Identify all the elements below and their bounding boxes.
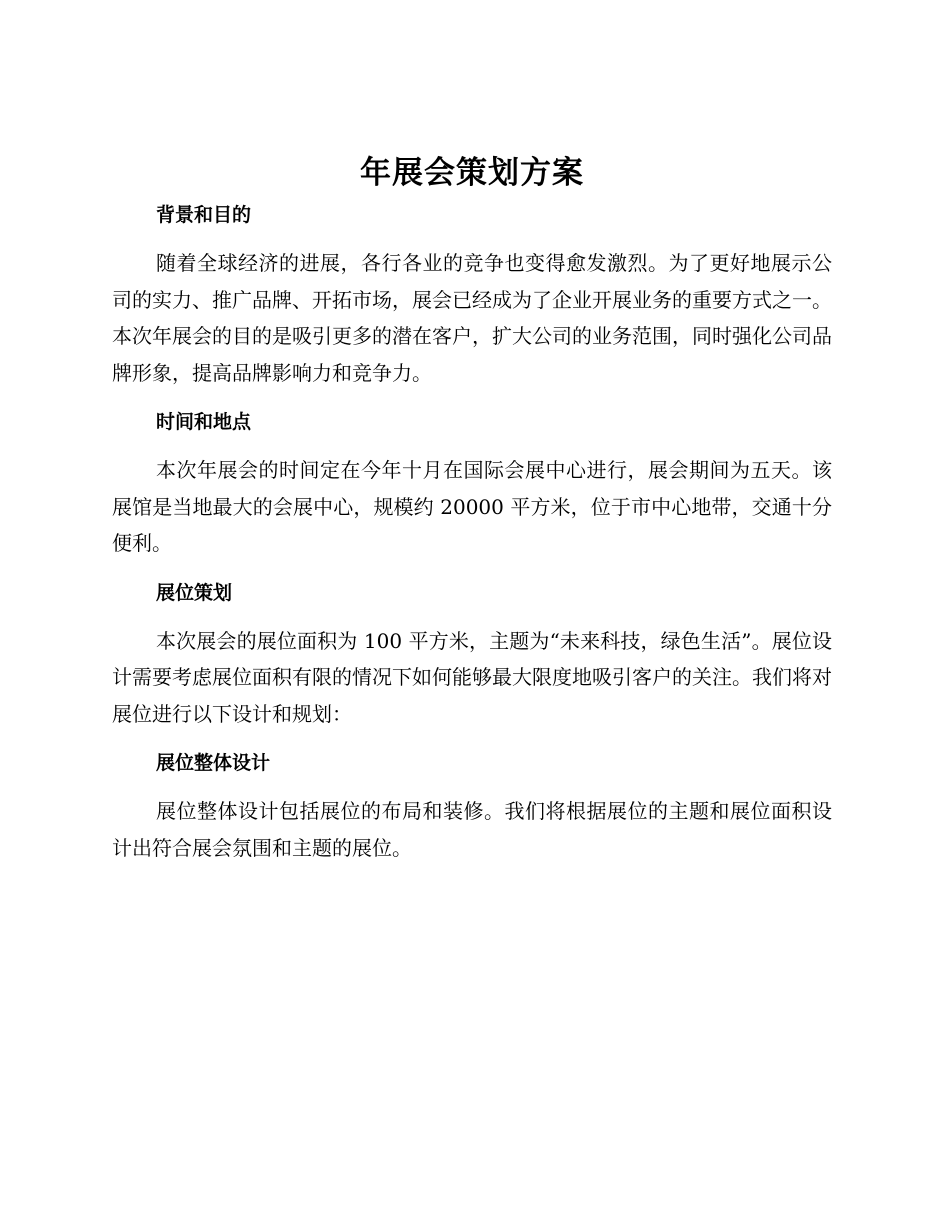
- section-heading: 背景和目的: [156, 204, 252, 226]
- section-booth-planning: [112, 578, 832, 749]
- section-time-place: [112, 407, 832, 578]
- section-heading: 时间和地点: [156, 411, 252, 433]
- document-content: [112, 150, 832, 866]
- section-heading: 展位策划: [156, 581, 233, 604]
- section-paragraph: 本次年展会的时间定在今年十月在国际会展中心进行，展会期间为五天。该展馆是当地最大的会展中心，规模约 20000 平方米，位于市中心地带，交通十分便利。: [112, 458, 832, 555]
- section-heading: 展位整体设计: [156, 752, 271, 774]
- section-paragraph: 展位整体设计包括展位的布局和装修。我们将根据展位的主题和展位面积设计出符合展会氛围和主题的展位。: [112, 799, 832, 860]
- section-paragraph: 本次展会的展位面积为 100 平方米，主题为“未来科技，绿色生活”。展位设计需要考虑展位面积有限的情况下如何能够最大限度地吸引客户的关注。我们将对展位进行以下设计和规划：: [112, 628, 832, 726]
- section-background: [112, 200, 832, 407]
- section-booth-design: [112, 748, 832, 866]
- document-title: 年展会策划方案: [360, 155, 584, 191]
- section-paragraph: 随着全球经济的进展，各行各业的竞争也变得愈发激烈。为了更好地展示公司的实力、推广品牌、开拓市场，展会已经成为了企业开展业务的重要方式之一。本次年展会的目的是吸引更多的潜在客户，扩大公司的业务范围，同时强化公司品牌形象，提高品牌影响力和竞争力。: [112, 251, 832, 385]
